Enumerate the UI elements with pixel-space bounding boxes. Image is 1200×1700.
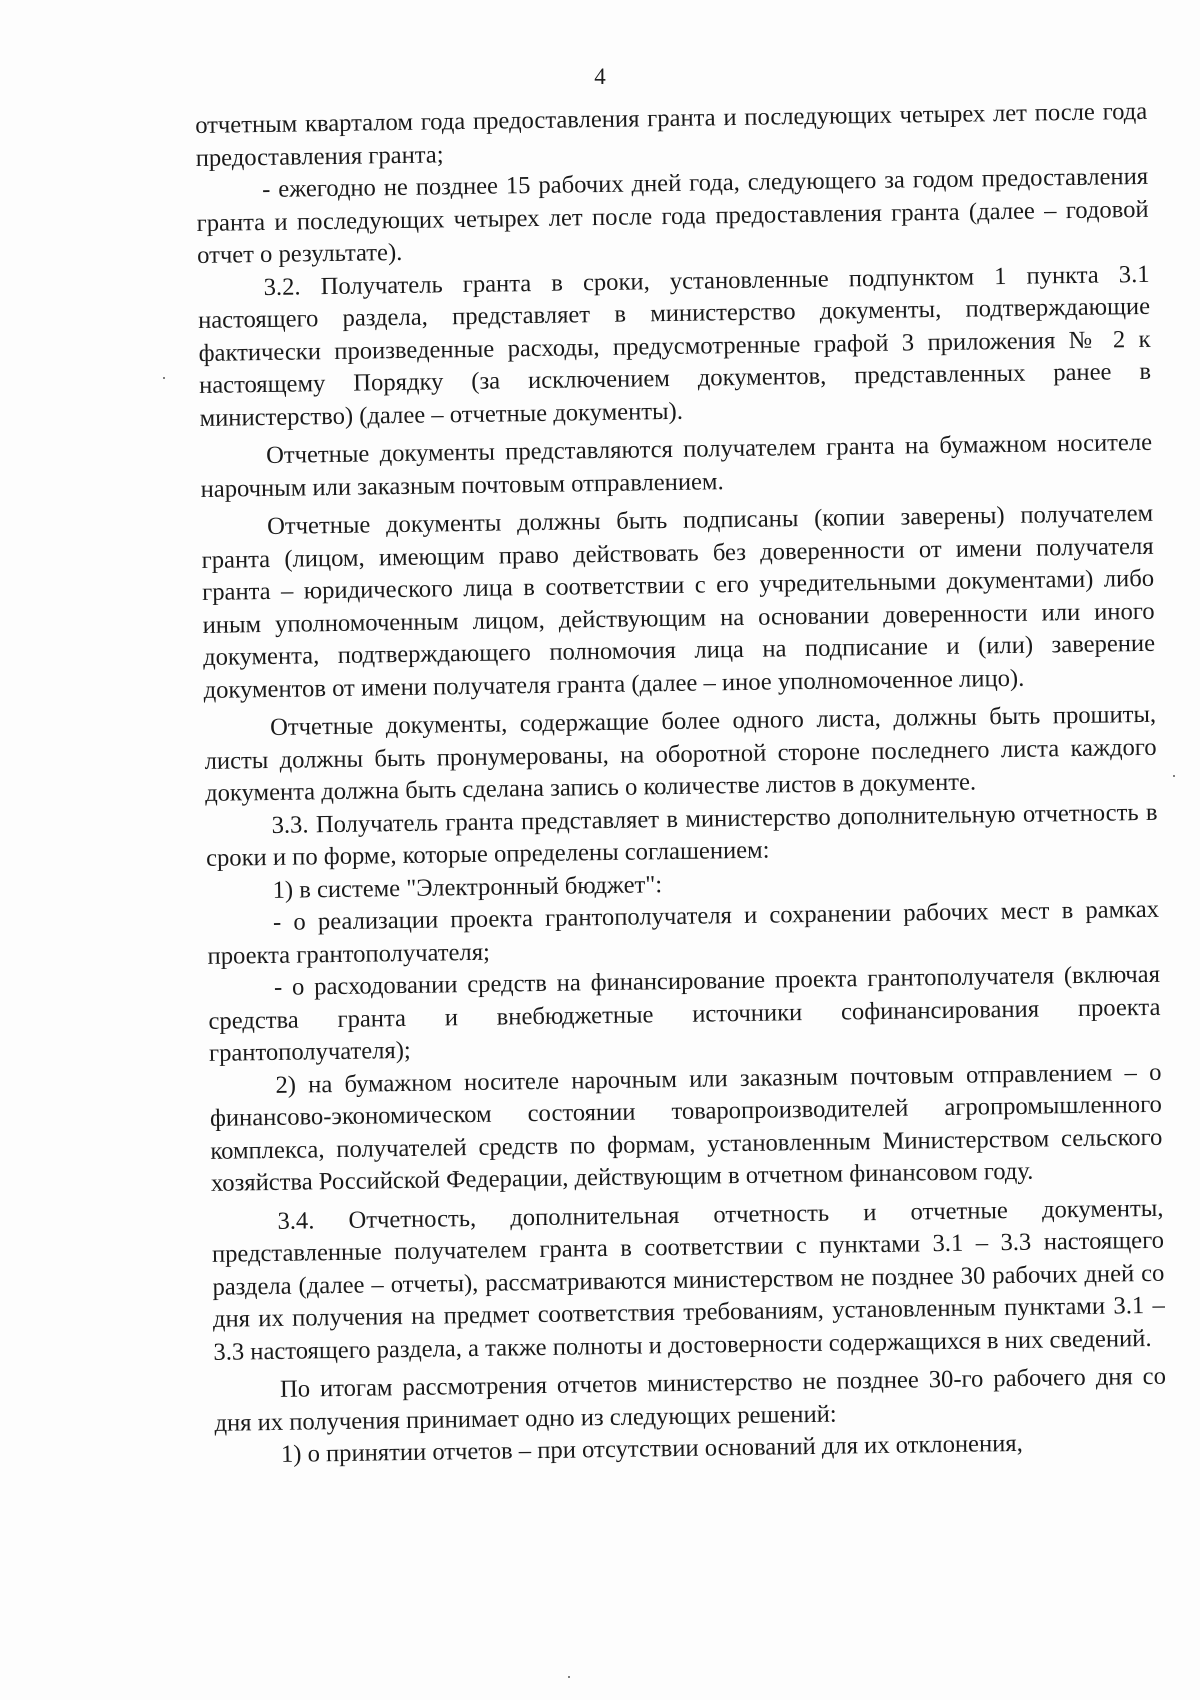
paragraph: - о реализации проекта грантополучателя и сохранении рабочих мест в рамках проекта грантополучателя;	[207, 895, 1160, 970]
paragraph: Отчетные документы, содержащие более одного листа, должны быть прошиты, листы должны быть пронумерованы, на оборотной стороне последнего листа каждого документа должна быть сделана запись о количестве листов в документе.	[204, 700, 1157, 807]
paragraph: - о расходовании средств на финансирование проекта грантополучателя (включая средства гранта и внебюджетные источники софинансирования проекта грантополучателя);	[208, 960, 1161, 1067]
page-number: 4	[594, 64, 606, 89]
paragraph: По итогам рассмотрения отчетов министерство не позднее 30-го рабочего дня со дня их получения принимает одно из следующих решений:	[214, 1362, 1167, 1437]
paragraph: 3.2. Получатель гранта в сроки, установленные подпунктом 1 пункта 3.1 настоящего раздела, представляет в министерство документы, подтверждающие фактически произведенные расходы, предусмотренные графой 3 приложения № 2 к настоящему Порядку (за исключением документов, представленных ранее в министерство) (далее – отчетные документы).	[197, 260, 1152, 432]
paragraph: 3.3. Получатель гранта представляет в министерство дополнительную отчетность в сроки и по форме, которые определены соглашением:	[205, 798, 1158, 872]
document-body	[195, 96, 1167, 1472]
scan-speck	[163, 377, 165, 379]
paragraph: 1) о принятии отчетов – при отсутствии оснований для их отклонения,	[280, 1429, 1023, 1468]
paragraph: 2) на бумажном носителе нарочным или заказным почтовым отправлением – о финансово-экономическом состоянии товаропроизводителей агропромышленного комплекса, получателей средств по формам, установленным Министерством сельского хозяйства Российской Федерации, действующим в отчетном финансовом году.	[209, 1058, 1163, 1197]
scan-speck	[568, 1676, 570, 1678]
scan-speck	[1173, 775, 1175, 777]
paragraph: - ежегодно не позднее 15 рабочих дней года, следующего за годом предоставления гранта и последующих четырех лет после года предоставления гранта (далее – годовой отчет о результате).	[196, 162, 1149, 269]
paragraph: Отчетные документы должны быть подписаны (копии заверены) получателем гранта (лицом, имеющим право действовать без доверенности от имени получателя гранта – юридического лица в соответствии с его учредительными документами) либо иным уполномоченным лицом, действующим на основании доверенности или иного документа, подтверждающего полномочия лица на подписание и (или) заверение документов от имени получателя гранта (далее – иное уполномоченное лицо).	[201, 499, 1156, 704]
paragraph: 3.4. Отчетность, дополнительная отчетность и отчетные документы, представленные получателем гранта в соответствии с пунктами 3.1 – 3.3 настоящего раздела (далее – отчеты), рассматриваются министерством не позднее 30 рабочих дней со дня их получения на предмет соответствия требованиям, установленным пунктами 3.1 – 3.3 настоящего раздела, а также полноты и достоверности содержащихся в них сведений.	[211, 1194, 1166, 1366]
paragraph: отчетным кварталом года предоставления гранта и последующих четырех лет после года предоставления гранта;	[195, 97, 1148, 172]
paragraph: Отчетные документы представляются получателем гранта на бумажном носителе нарочным или заказным почтовым отправлением.	[200, 428, 1153, 503]
paragraph: 1) в системе "Электронный бюджет":	[272, 870, 663, 904]
